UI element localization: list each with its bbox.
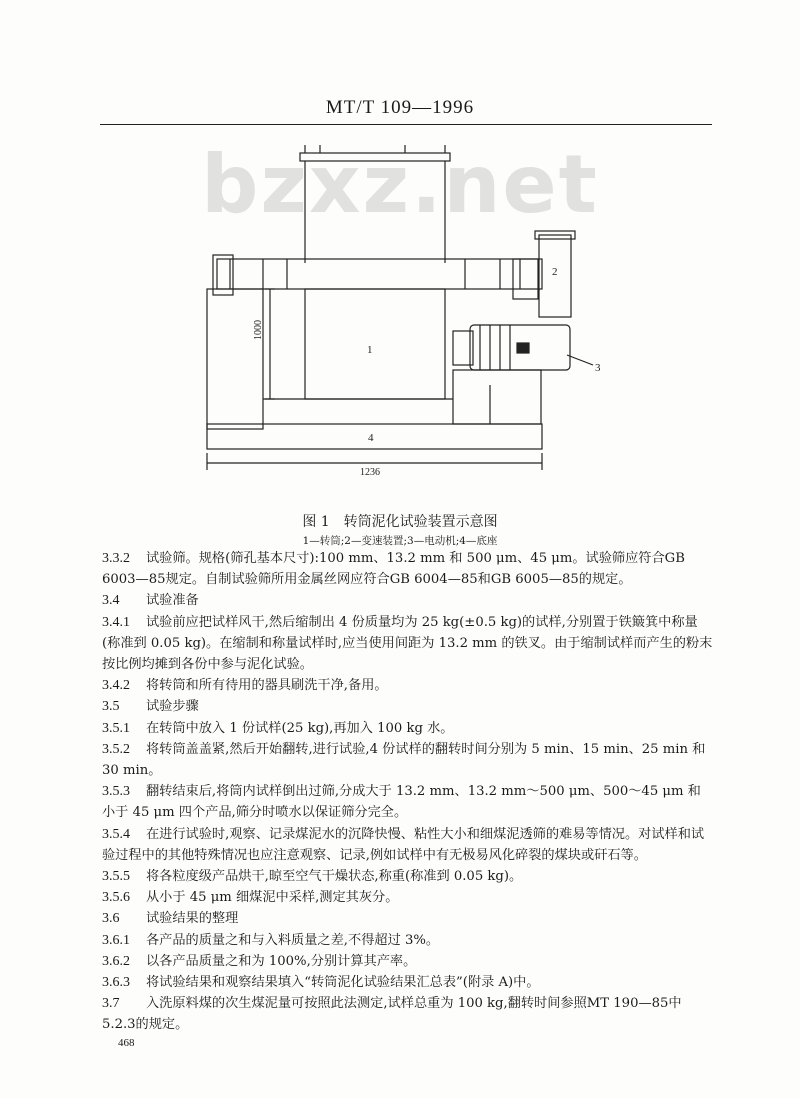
paragraph: [102, 590, 714, 611]
paragraph: [102, 930, 714, 951]
header-rule: [100, 124, 712, 125]
figure-title: 转筒泥化试验装置示意图: [343, 514, 498, 530]
paragraph: [102, 951, 714, 972]
clause-number: 3.5.4: [102, 826, 130, 842]
paragraph: [102, 824, 714, 866]
drum-lower: [305, 289, 445, 399]
paragraph: [102, 781, 714, 823]
label-part2: 2: [552, 266, 558, 278]
clause-number: 3.5.6: [102, 890, 130, 906]
left-pillar: [207, 289, 263, 429]
shaft-band: [217, 259, 542, 289]
paragraph: [102, 675, 714, 696]
page-header: [0, 97, 800, 119]
page-number: 468: [118, 1037, 135, 1049]
clause-text: 在进行试验时,观察、记录煤泥水的沉降快慢、粘性大小和细煤泥透筛的难易等情况。对试样和试验过程中的其他特殊情况也应注意观察、记录,例如试样中有无极易风化碎裂的煤块或矸石等。: [102, 826, 705, 863]
clause-text: 试验筛。规格(筛孔基本尺寸):100 mm、13.2 mm 和 500 μm、45 μm。试验筛应符合GB 6003—85规定。自制试验筛所用金属丝网应符合GB 6004—85和GB 6005—85的规定。: [102, 551, 685, 588]
clause-text: 以各产品质量之和为 100%,分别计算其产率。: [146, 953, 417, 969]
apparatus-figure: [195, 135, 615, 484]
paragraph: [102, 908, 714, 929]
dim-height: 1000: [253, 320, 264, 340]
paragraph: [102, 612, 714, 676]
label-part3: 3: [595, 362, 601, 374]
figure-caption: [0, 511, 800, 531]
paragraph: [102, 972, 714, 993]
label-part4: 4: [368, 432, 374, 444]
figure-legend: 1—转筒;2—变速装置;3—电动机;4—底座: [302, 535, 498, 547]
clause-number: 3.6.1: [102, 932, 130, 948]
clause-text: 将试验结果和观察结果填入“转筒泥化试验结果汇总表”(附录 A)中。: [146, 975, 540, 991]
standard-code: MT/T 109—1996: [325, 97, 475, 118]
paragraph: [102, 993, 714, 1035]
clause-number: 3.5.2: [102, 741, 130, 757]
clause-number: 3.4.1: [102, 614, 130, 630]
drum-lid: [300, 153, 450, 161]
clause-number: 3.6: [102, 911, 120, 927]
dim-width: 1236: [360, 467, 380, 478]
watermark: bzxz.net: [201, 138, 599, 231]
clause-text: 翻转结束后,将筒内试样倒出过筛,分成大于 13.2 mm、13.2 mm～500 μm、500～45 μm 和小于 45 μm 四个产品,筛分时喷水以保证筛分完全。: [102, 784, 701, 821]
clause-number: 3.6.3: [102, 975, 130, 991]
clause-number: 3.7: [102, 996, 120, 1012]
clause-text: 各产品的质量之和与入料质量之差,不得超过 3%。: [146, 932, 440, 948]
clause-number: 3.6.2: [102, 953, 130, 969]
clause-text: 试验准备: [146, 593, 199, 609]
paragraph: [102, 696, 714, 717]
clause-number: 3.5.5: [102, 869, 130, 885]
body-text: [102, 548, 714, 1036]
label-part1: 1: [367, 344, 373, 356]
paragraph: [102, 739, 714, 781]
paragraph: [102, 718, 714, 739]
paragraph: [102, 866, 714, 887]
paragraph: [102, 887, 714, 908]
clause-text: 试验步骤: [146, 699, 199, 715]
clause-text: 将各粒度级产品烘干,晾至空气干燥状态,称重(称准到 0.05 kg)。: [146, 869, 523, 885]
paragraph: [102, 548, 714, 590]
figure-number: 图 1: [302, 514, 330, 530]
clause-text: 试验结果的整理: [146, 911, 239, 927]
clause-number: 3.4.2: [102, 678, 130, 694]
clause-number: 3.5: [102, 699, 120, 715]
clause-text: 将转筒盖盖紧,然后开始翻转,进行试验,4 份试样的翻转时间分别为 5 min、15 min、25 min 和 30 min。: [102, 741, 706, 779]
clause-number: 3.5.1: [102, 720, 130, 736]
clause-text: 将转筒和所有待用的器具刷洗干净,备用。: [146, 678, 388, 694]
clause-number: 3.4: [102, 593, 120, 609]
clause-text: 从小于 45 μm 细煤泥中采样,测定其灰分。: [146, 890, 399, 906]
clause-text: 试验前应把试样风干,然后缩制出 4 份质量均为 25 kg(±0.5 kg)的试样,分别置于铁簸箕中称量(称准到 0.05 kg)。在缩制和称量试样时,应当使用间距为 13.2 mm 的铁叉。由于缩制试样而产生的粉末按比例均摊到各份中参与泥化试验。: [102, 614, 713, 673]
clause-text: 在转筒中放入 1 份试样(25 kg),再加入 100 kg 水。: [146, 720, 454, 736]
clause-text: 入洗原料煤的次生煤泥量可按照此法测定,试样总重为 100 kg,翻转时间参照MT 190—85中5.2.3的规定。: [102, 996, 682, 1033]
clause-number: 3.3.2: [102, 551, 130, 566]
base: [207, 424, 542, 449]
apparatus-drawing: [195, 135, 615, 480]
clause-number: 3.5.3: [102, 784, 130, 800]
